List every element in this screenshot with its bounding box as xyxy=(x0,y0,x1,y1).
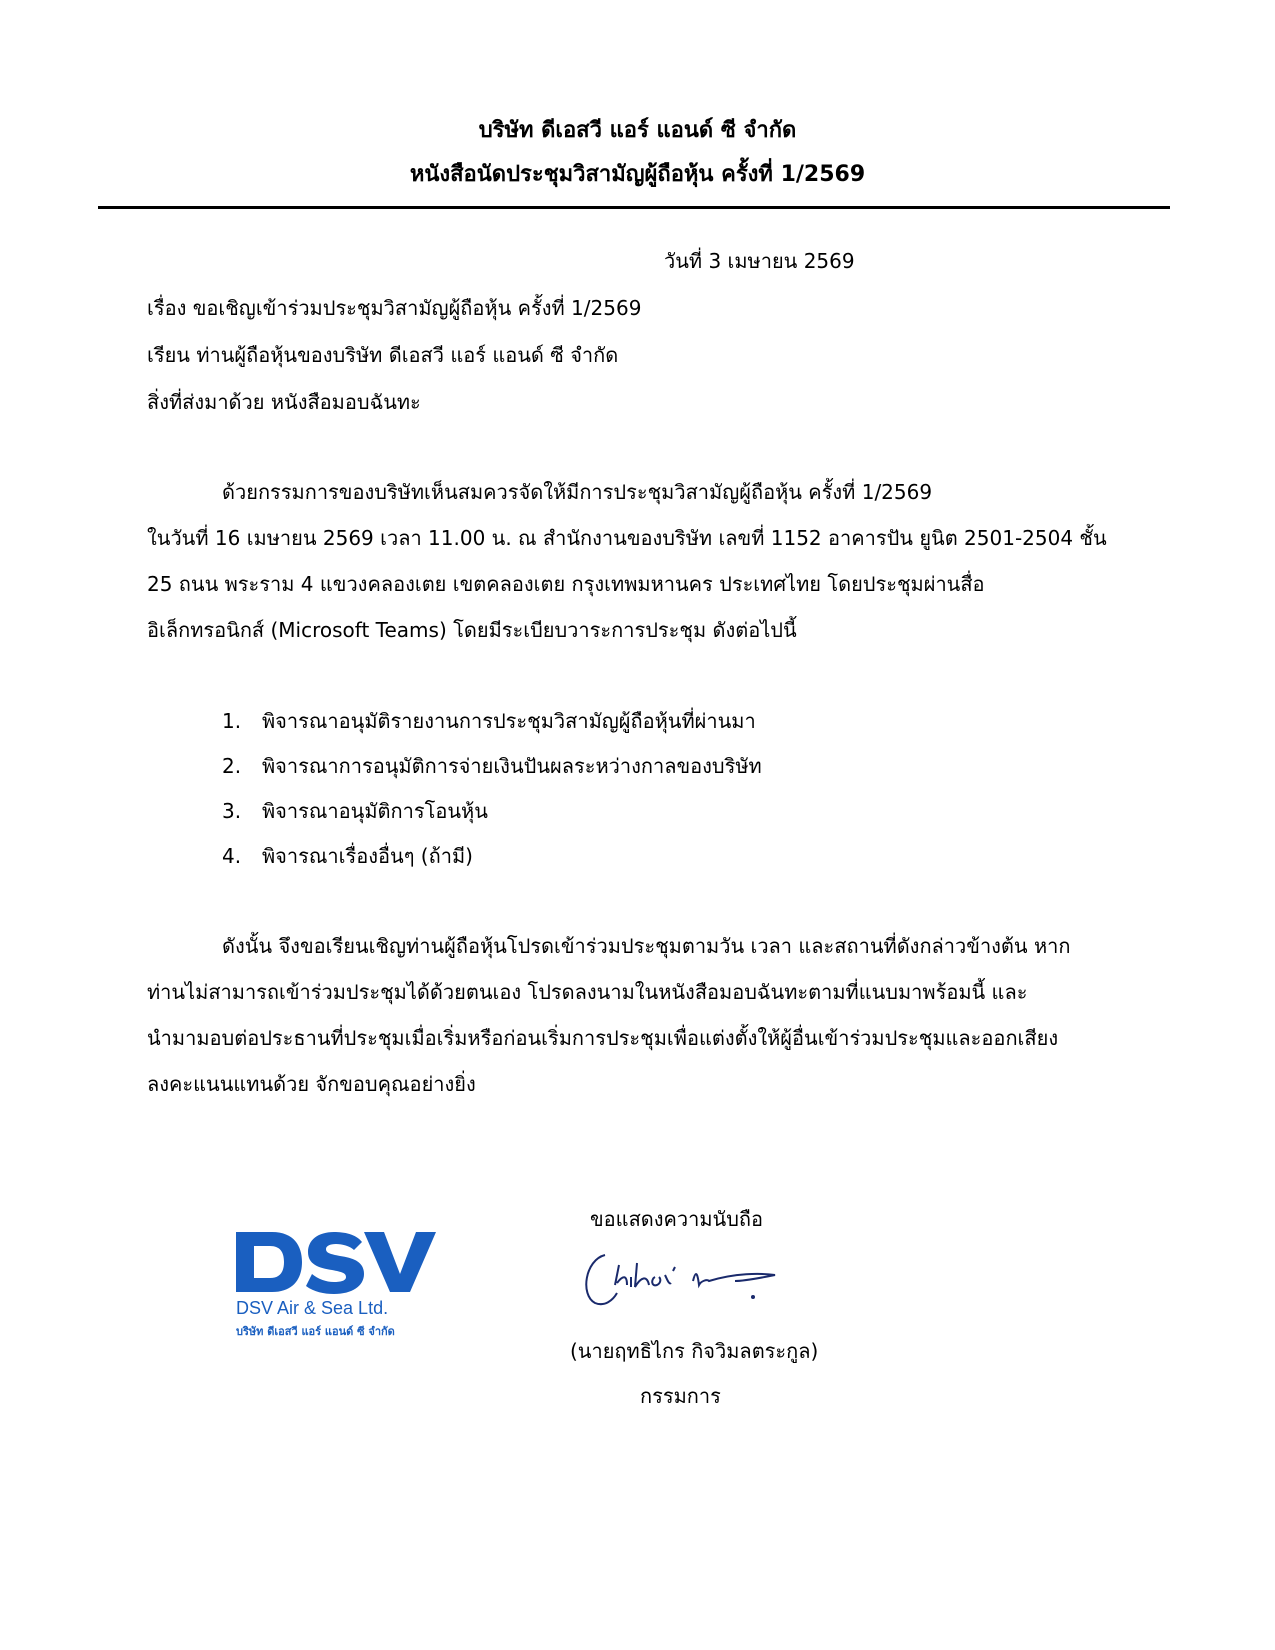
header-divider xyxy=(98,206,1170,209)
agenda-item xyxy=(222,840,473,872)
agenda-item xyxy=(222,795,488,827)
letter-recipient: เรียน ท่านผู้ถือหุ้นของบริษัท ดีเอสวี แอร์ แอนด์ ซี จำกัด xyxy=(147,343,619,367)
para1-line: อิเล็กทรอนิกส์ (Microsoft Teams) โดยมีระเบียบวาระการประชุม ดังต่อไปนี้ xyxy=(147,618,797,642)
company-logo xyxy=(232,1228,472,1348)
logo-company-name-thai: บริษัท ดีเอสวี แอร์ แอนด์ ซี จำกัด xyxy=(236,1325,395,1338)
logo-company-name: DSV Air & Sea Ltd. xyxy=(236,1298,389,1318)
para2-line: ท่านไม่สามารถเข้าร่วมประชุมได้ด้วยตนเอง โปรดลงนามในหนังสือมอบฉันทะตามที่แนบมาพร้อมนี้ และ xyxy=(147,980,1028,1004)
signer-title: กรรมการ xyxy=(640,1384,721,1408)
letter-enclosure: สิ่งที่ส่งมาด้วย หนังสือมอบฉันทะ xyxy=(147,390,421,414)
agenda-number: 4. xyxy=(222,844,242,868)
para1-line: ในวันที่ 16 เมษายน 2569 เวลา 11.00 น. ณ สำนักงานของบริษัท เลขที่ 1152 อาคารปัน ยูนิต 2501-2504 ชั้น xyxy=(147,526,1107,550)
signature-mark xyxy=(575,1245,805,1315)
agenda-number: 2. xyxy=(222,754,242,778)
agenda-number: 3. xyxy=(222,799,242,823)
para2-line: นำมามอบต่อประธานที่ประชุมเมื่อเริ่มหรือก่อนเริ่มการประชุมเพื่อแต่งตั้งให้ผู้อื่นเข้าร่วมประชุมและออกเสียง xyxy=(147,1026,1059,1050)
para2-line: ดังนั้น จึงขอเรียนเชิญท่านผู้ถือหุ้นโปรดเข้าร่วมประชุมตามวัน เวลา และสถานที่ดังกล่าวข้างต้น หาก xyxy=(222,934,1071,958)
signer-name: (นายฤทธิไกร กิจวิมลตระกูล) xyxy=(570,1339,819,1363)
dsv-logo-icon xyxy=(232,1228,442,1296)
notice-title: หนังสือนัดประชุมวิสามัญผู้ถือหุ้น ครั้งที่ 1/2569 xyxy=(409,162,866,187)
para1-line: ด้วยกรรมการของบริษัทเห็นสมควรจัดให้มีการประชุมวิสามัญผู้ถือหุ้น ครั้งที่ 1/2569 xyxy=(222,480,933,504)
agenda-item xyxy=(222,750,762,782)
agenda-text: พิจารณาการอนุมัติการจ่ายเงินปันผลระหว่างกาลของบริษัท xyxy=(262,754,762,778)
letter-subject: เรื่อง ขอเชิญเข้าร่วมประชุมวิสามัญผู้ถือหุ้น ครั้งที่ 1/2569 xyxy=(147,296,642,320)
agenda-text: พิจารณาอนุมัติรายงานการประชุมวิสามัญผู้ถือหุ้นที่ผ่านมา xyxy=(262,709,756,733)
para1-line: 25 ถนน พระราม 4 แขวงคลองเตย เขตคลองเตย กรุงเทพมหานคร ประเทศไทย โดยประชุมผ่านสื่อ xyxy=(147,572,985,596)
closing-regards: ขอแสดงความนับถือ xyxy=(590,1207,764,1231)
agenda-number: 1. xyxy=(222,709,242,733)
agenda-item xyxy=(222,705,756,737)
company-title: บริษัท ดีเอสวี แอร์ แอนด์ ซี จำกัด xyxy=(478,118,797,143)
letter-date: วันที่ 3 เมษายน 2569 xyxy=(664,249,855,273)
agenda-text: พิจารณาอนุมัติการโอนหุ้น xyxy=(262,799,488,823)
agenda-text: พิจารณาเรื่องอื่นๆ (ถ้ามี) xyxy=(262,844,473,868)
para2-line: ลงคะแนนแทนด้วย จักขอบคุณอย่างยิ่ง xyxy=(147,1072,476,1096)
